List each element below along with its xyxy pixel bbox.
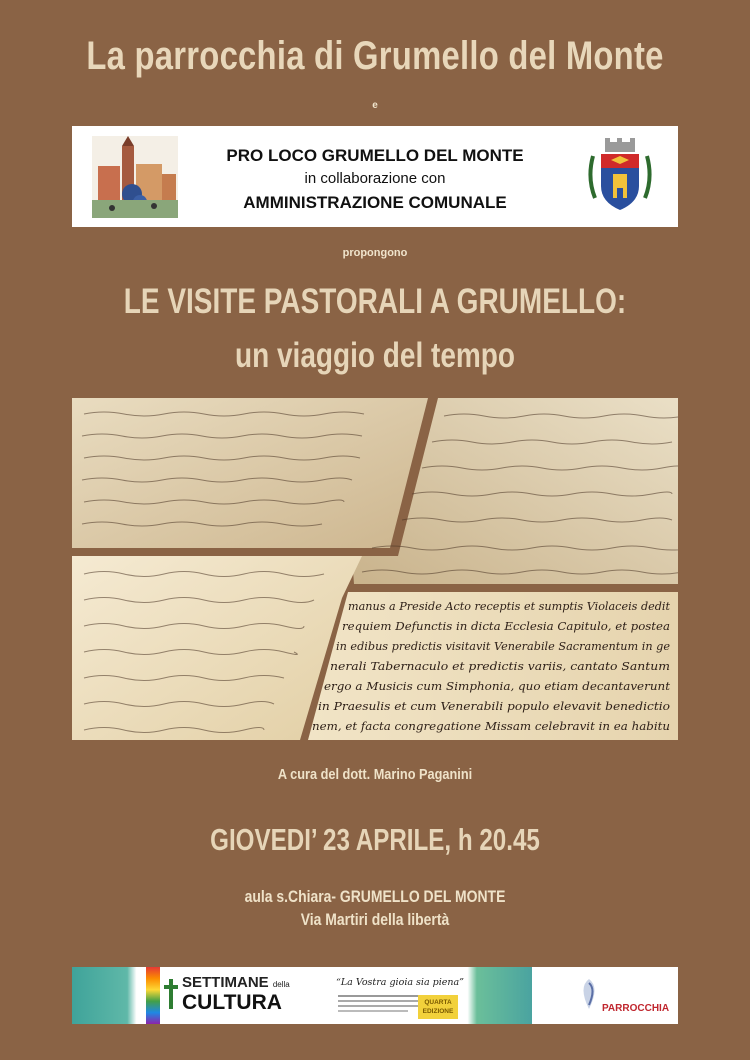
manuscript-line: nerali Tabernaculo et predictis variis, cantato Santum — [330, 659, 671, 673]
partner-box — [72, 126, 678, 227]
manuscript-line: ergo a Musicis cum Simphonia, quo etiam decantaverunt — [324, 679, 671, 693]
event-title-line2: un viaggio del tempo — [234, 336, 516, 375]
badge-line2: EDIZIONE — [422, 1008, 454, 1015]
intro-text: propongono — [342, 247, 408, 259]
edition-badge — [418, 995, 458, 1019]
festival-strip — [146, 967, 160, 1024]
festival-motto: “La Vostra gioia sia piena” — [336, 977, 465, 988]
festival-banner — [72, 967, 532, 1024]
proloco-name: PRO LOCO GRUMELLO DEL MONTE — [226, 146, 524, 165]
diocese-logo-icon — [164, 979, 178, 1009]
manuscript-collage — [72, 398, 678, 740]
event-title-line1: LE VISITE PASTORALI A GRUMELLO: — [123, 282, 627, 321]
collaboration-text: in collaborazione con — [304, 170, 446, 187]
badge-line1: QUARTA — [424, 999, 452, 1006]
manuscript-line: nem, et facta congregatione Missam celebravit in ea habitu — [312, 719, 670, 733]
municipal-coat-of-arms-icon — [585, 138, 655, 218]
venue-address: Via Martiri della libertà — [300, 910, 450, 929]
della-text: della — [272, 980, 290, 989]
manuscript-line: requiem Defunctis in dicta Ecclesia Capitulo, et postea — [342, 619, 671, 633]
manuscript-panel-top-left — [72, 398, 428, 548]
manuscript-line: manus a Preside Acto receptis et sumptis Violaceis dedit — [348, 599, 671, 613]
venue-name: aula s.Chiara- GRUMELLO DEL MONTE — [244, 887, 506, 906]
sponsor-footer — [72, 967, 678, 1024]
manuscript-line: in Praesulis et cum Venerabili populo elevavit benedictio — [318, 699, 671, 713]
conjunction-text: e — [372, 100, 378, 111]
manuscript-line: in edibus predictis visitavit Venerabile Sacramentum in ge — [336, 639, 671, 653]
parish-logo-icon — [576, 977, 602, 1011]
settimane-text: SETTIMANE — [182, 974, 269, 991]
festival-title-cultura: CULTURA — [182, 991, 282, 1014]
event-datetime: GIOVEDI’ 23 APRILE, h 20.45 — [210, 822, 540, 857]
curator-credit: A cura del dott. Marino Paganini — [277, 766, 473, 783]
parish-name: PARROCCHIA — [602, 1003, 670, 1014]
parish-title: La parrocchia di Grumello del Monte — [86, 34, 664, 78]
administration-name: AMMINISTRAZIONE COMUNALE — [243, 193, 507, 212]
